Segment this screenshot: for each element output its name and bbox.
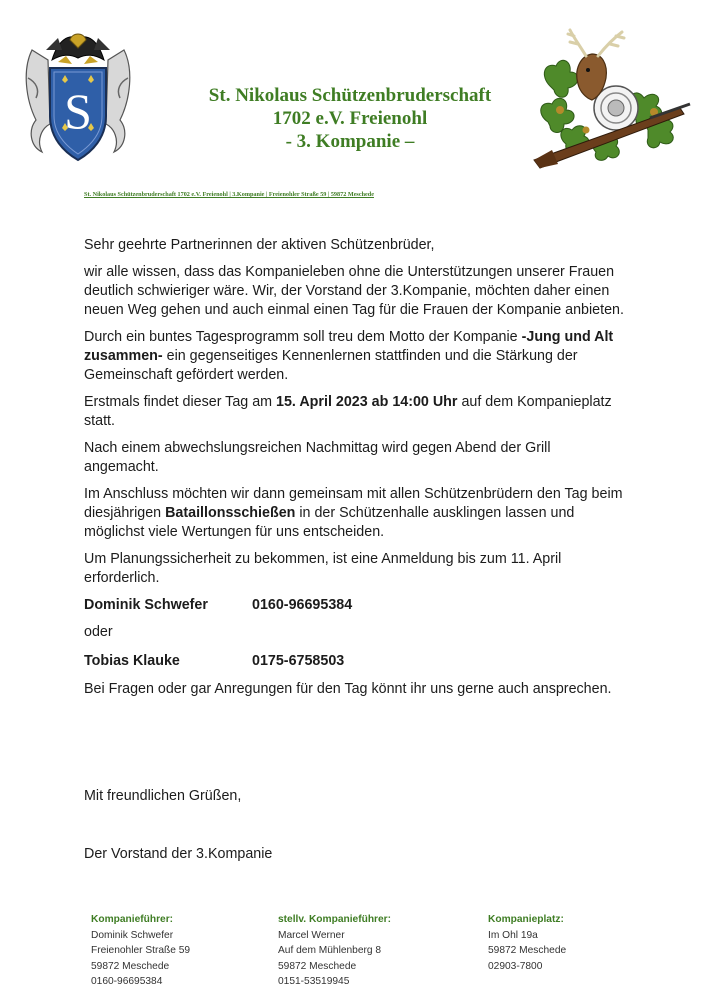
footer-col1-line: 59872 Meschede xyxy=(91,960,170,972)
date-text-a: Erstmals findet dieser Tag am xyxy=(84,394,277,410)
footer-col3-line: 02903-7800 xyxy=(488,960,543,972)
coat-of-arms-logo xyxy=(22,20,134,172)
event-date: 15. April 2023 ab 14:00 Uhr xyxy=(276,394,458,410)
date-text-b: auf dem Kompanieplatz statt. xyxy=(84,394,612,429)
shooting-text-b: in der Schützenhalle ausklingen lassen und möglichst viele Wertungen für uns entscheiden. xyxy=(84,505,575,540)
signature: Der Vorstand der 3.Kompanie xyxy=(84,846,273,862)
shooting-text-a: Im Anschluss möchten wir dann gemeinsam mit allen Schützenbrüdern den Tag beim diesjährigen xyxy=(84,486,623,521)
paragraph-registration: Um Planungssicherheit zu bekommen, ist eine Anmeldung bis zum 11. April erforderlich. xyxy=(84,551,562,586)
contact-2-phone: 0175-6758503 xyxy=(252,653,345,669)
footer-col1-title: Kompanieführer: xyxy=(91,914,174,925)
org-year-location: 1702 e.V. Freienohl xyxy=(272,108,428,129)
or-text: oder xyxy=(84,624,113,640)
footer-col2-title: stellv. Kompanieführer: xyxy=(278,914,392,925)
footer-col3-line: Im Ohl 19a xyxy=(488,929,538,941)
crest-letter: S xyxy=(64,83,92,139)
paragraph-motto xyxy=(84,328,624,385)
paragraph-shooting xyxy=(84,485,624,542)
motto-text-a: Durch ein buntes Tagesprogramm soll treu dem Motto der Kompanie xyxy=(84,329,522,345)
contact-1-name: Dominik Schwefer xyxy=(84,597,208,613)
contact-1-phone: 0160-96695384 xyxy=(252,597,353,613)
footer-col2-line: Marcel Werner xyxy=(278,929,345,941)
paragraph-grill: Nach einem abwechslungsreichen Nachmittag wird gegen Abend der Grill angemacht. xyxy=(84,440,551,475)
footer-company-leader xyxy=(91,912,190,990)
footer-deputy-leader xyxy=(278,912,391,990)
company-name: - 3. Kompanie – xyxy=(285,131,415,152)
footer-col2-line: 0151-53519945 xyxy=(278,976,350,987)
footer-col2-line: Auf dem Mühlenberg 8 xyxy=(278,945,382,956)
greeting: Mit freundlichen Grüßen, xyxy=(84,788,242,804)
contact-2-name: Tobias Klauke xyxy=(84,653,180,669)
footer-col2-line: 59872 Meschede xyxy=(278,960,357,972)
organization-header xyxy=(150,84,550,153)
contact-1 xyxy=(84,596,624,615)
sender-address-line: St. Nikolaus Schützenbruderschaft 1702 e.V. Freienohl | 3.Kompanie | Freienohler Straße 59 | 59872 Meschede xyxy=(84,191,374,198)
footer-col1-line: Freienohler Straße 59 xyxy=(91,945,191,956)
footer-col1-line: 0160-96695384 xyxy=(91,976,163,987)
motto-text-b: ein gegenseitiges Kennenlernen stattfinden und die Stärkung der Gemeinschaft gefördert werden. xyxy=(84,348,578,383)
footer-col3-line: 59872 Meschede xyxy=(488,945,567,956)
stag-emblem-logo xyxy=(530,26,695,174)
motto-bold: -Jung und Alt zusammen- xyxy=(84,329,614,364)
footer-col1-line: Dominik Schwefer xyxy=(91,929,174,941)
paragraph-questions: Bei Fragen oder gar Anregungen für den Tag könnt ihr uns gerne auch ansprechen. xyxy=(84,681,612,697)
letter-body xyxy=(84,236,624,699)
salutation: Sehr geehrte Partnerinnen der aktiven Schützenbrüder, xyxy=(84,237,435,253)
footer-company-place xyxy=(488,912,566,974)
org-name: St. Nikolaus Schützenbruderschaft xyxy=(208,85,492,106)
shooting-bold: Bataillonsschießen xyxy=(165,505,296,521)
paragraph-date xyxy=(84,393,624,431)
paragraph-intro: wir alle wissen, dass das Kompanieleben ohne die Unterstützungen unserer Frauen deutlich schwieriger wäre. Wir, der Vorstand der 3.Kompanie, möchten daher einen neuen Weg gehen und auch einmal einen Tag für die Frauen der Kompanie anbieten. xyxy=(84,264,624,318)
contact-2 xyxy=(84,652,624,671)
footer-col3-title: Kompanieplatz: xyxy=(488,914,564,925)
